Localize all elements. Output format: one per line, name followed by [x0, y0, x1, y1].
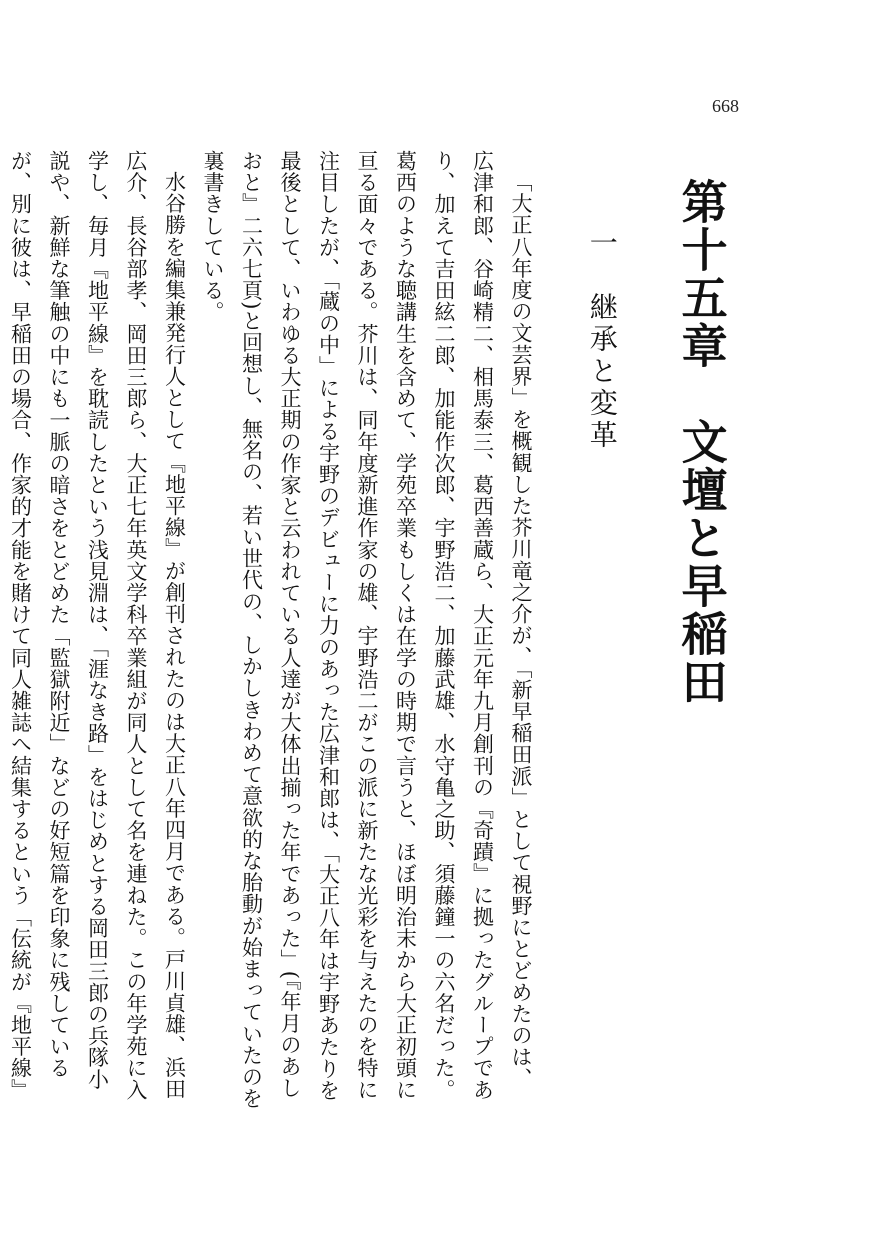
paragraph-1: 「大正八年度の文芸界」を概観した芥川竜之介が、「新早稲田派」として視野にとどめたのは、広津和郎、谷崎精二、相馬泰三、葛西善蔵ら、大正元年九月創刊の『奇蹟』に拠ったグループであり、加えて吉田絃二郎、加能作次郎、宇野浩二、加藤武雄、水守亀之助、須藤鐘一の六名だった。葛西のような聴講生を含めて、学苑卒業もしくは在学の時期で言うと、ほぼ明治末から大正初頭に亘る面々である。芥川は、同年度新進作家の雄、宇野浩二がこの派に新たな光彩を与えたのを特に注目したが、「蔵の中」による宇野のデビューに力のあった広津和郎は、「大正八年は宇野あたりを最後として、いわゆる大正期の作家と云われている人達が大体出揃った年であった」(『年月のあしおと』二六七頁)と回想し、無名の、若い世代の、しかしきわめて意欲的な胎動が始まっていたのを裏書きしている。: [201, 150, 533, 1110]
section-title: 一 継承と変革: [585, 228, 619, 452]
page-number: 668: [712, 96, 739, 116]
chapter-title: 第十五章 文壇と早稲田: [674, 178, 729, 706]
paragraph-2: 水谷勝を編集兼発行人として『地平線』が創刊されたのは大正八年四月である。戸川貞雄、浜田広介、長谷部孝、岡田三郎ら、大正七年英文学科卒業組が同人として名を連ねた。この年学苑に入学し、毎月『地平線』を耽読したという浅見淵は、「涯なき路」をはじめとする岡田三郎の兵隊小説や、新鮮な筆触の中にも一脈の暗さをとどめた「監獄附近」などの好短篇を印象に残しているが、別に彼は、早稲田の場合、作家的才能を賭けて同人雑誌へ結集するという「伝統が『地平線』: [8, 150, 187, 1101]
body-text: [8, 150, 540, 1110]
